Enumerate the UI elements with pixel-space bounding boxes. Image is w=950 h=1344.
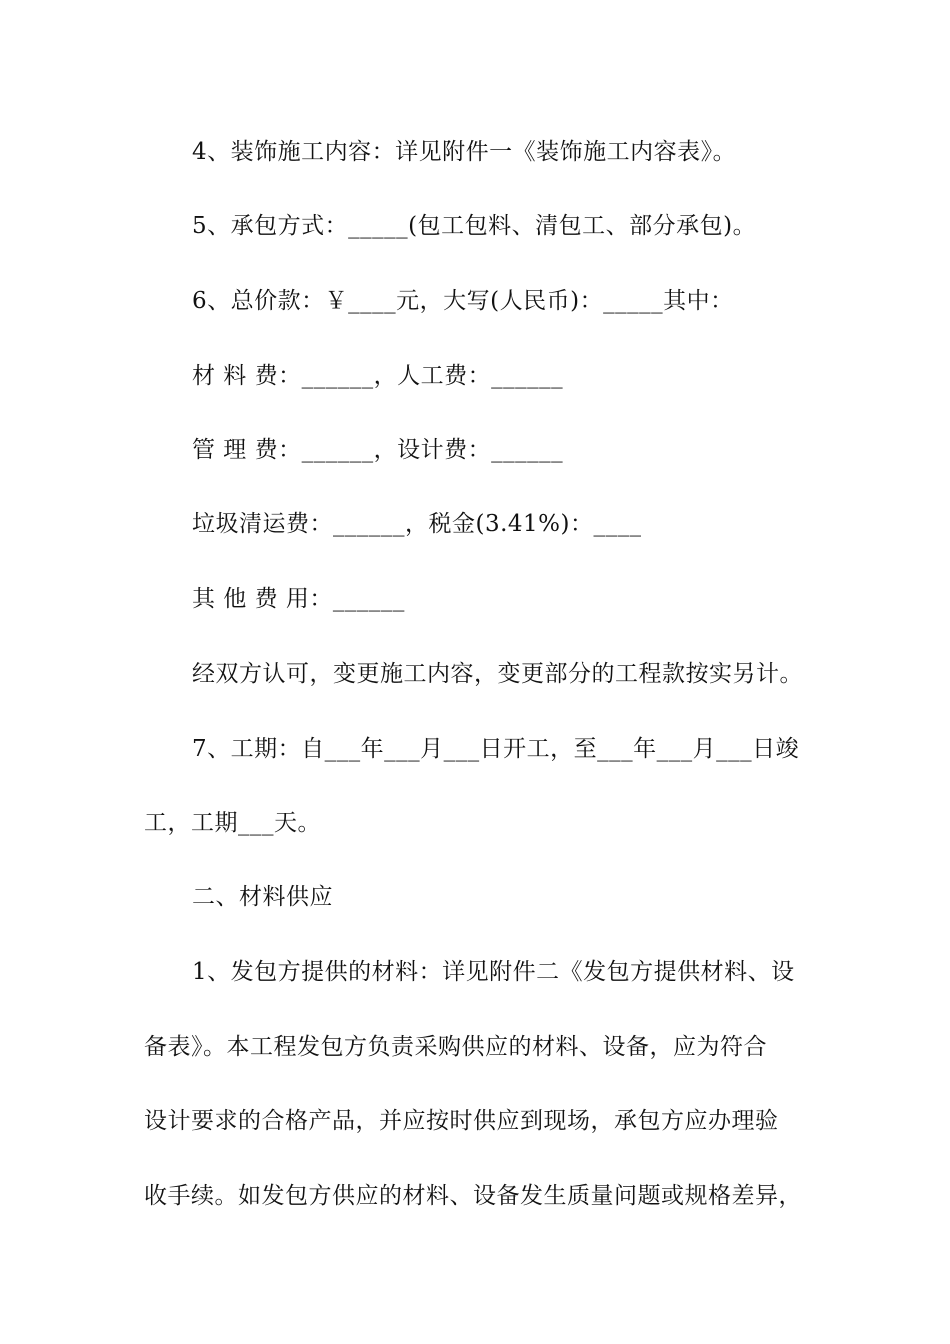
- supply-clause-1: 1、发包方提供的材料：详见附件二《发包方提供材料、设: [192, 959, 795, 985]
- cost-other: 其 他 费 用：______: [192, 586, 405, 612]
- clause-7-schedule: 7、工期：自___年___月___日开工，至___年___月___日竣: [192, 736, 800, 762]
- supply-clause-1-line-3: 设计要求的合格产品，并应按时供应到现场，承包方应办理验: [144, 1108, 779, 1134]
- clause-5-contract-method: 5、承包方式：_____(包工包料、清包工、部分承包)。: [192, 213, 757, 239]
- change-clause: 经双方认可，变更施工内容，变更部分的工程款按实另计。: [192, 661, 803, 687]
- clause-4-decoration-content: 4、装饰施工内容：详见附件一《装饰施工内容表》。: [192, 139, 737, 165]
- cost-management-design: 管 理 费：______，设计费：______: [192, 437, 564, 463]
- cost-material-labor: 材 料 费：______，人工费：______: [192, 363, 564, 389]
- supply-clause-1-line-4: 收手续。如发包方供应的材料、设备发生质量问题或规格差异，: [144, 1183, 802, 1209]
- clause-6-total-price: 6、总价款：￥____元，大写(人民币)：_____其中：: [192, 288, 734, 314]
- section-heading-material-supply: 二、材料供应: [192, 884, 333, 910]
- clause-7-schedule-cont: 工，工期___天。: [144, 810, 321, 836]
- supply-clause-1-line-2: 备表》。本工程发包方负责采购供应的材料、设备，应为符合: [144, 1034, 767, 1060]
- cost-garbage-tax: 垃圾清运费：______，税金(3.41%)：____: [192, 511, 642, 537]
